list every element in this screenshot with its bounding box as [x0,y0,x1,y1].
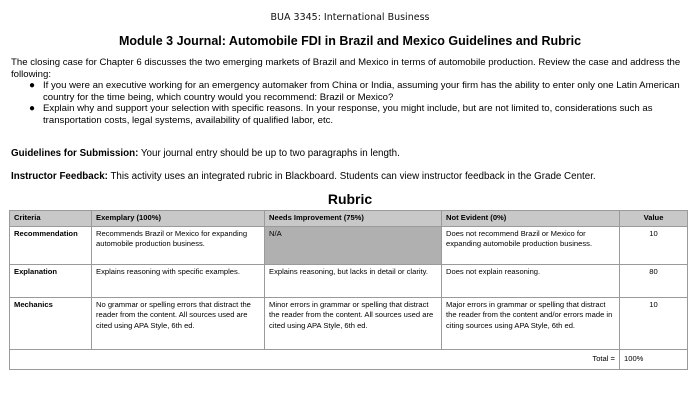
intro-bullet-item [29,103,689,126]
bullet-icon: ● [29,103,36,115]
needs-improvement-cell: Explains reasoning, but lacks in detail or clarity. [265,265,442,298]
not-evident-cell: Does not explain reasoning. [442,265,620,298]
criteria-cell: Mechanics [10,298,92,350]
rubric-title: Rubric [327,191,373,207]
not-evident-cell: Does not recommend Brazil or Mexico for expanding automobile production business. [442,227,620,265]
header-not-evident: Not Evident (0%) [442,211,620,227]
exemplary-cell: No grammar or spelling errors that distract the reader from the content. All sources used are cited using APA Style, 6th ed. [92,298,265,350]
total-value: 100% [620,350,688,370]
needs-improvement-cell: Minor errors in grammar or spelling that distract the reader from the content. All sources used are cited using APA Style, 6th ed. [265,298,442,350]
bullet-icon: ● [29,80,36,92]
header-needs-improvement: Needs Improvement (75%) [265,211,442,227]
feedback-label: Instructor Feedback: [11,171,108,182]
total-row [10,350,688,370]
criteria-cell: Explanation [10,265,92,298]
criteria-cell: Recommendation [10,227,92,265]
intro-bullet-list [11,80,689,126]
intro-bullet-text: If you were an executive working for an emergency automaker from China or India, assuming your firm has the ability to enter only one Latin American country for the time being, which country would you recommend: Brazil or Mexico? [43,80,680,103]
total-label: Total = [10,350,620,370]
feedback-paragraph [11,171,689,182]
rubric-table [9,210,688,370]
exemplary-cell: Explains reasoning with specific examples. [92,265,265,298]
table-row [10,227,688,265]
needs-improvement-cell: N/A [265,227,442,265]
page-title: Module 3 Journal: Automobile FDI in Brazil and Mexico Guidelines and Rubric [118,34,582,48]
value-cell: 10 [620,298,688,350]
course-header: BUA 3345: International Business [270,12,430,23]
intro-section [11,57,689,127]
guidelines-text: Your journal entry should be up to two paragraphs in length. [138,148,400,159]
not-evident-cell: Major errors in grammar or spelling that distract the reader from the content and/or errors made in citing sources using APA Style, 6th ed. [442,298,620,350]
feedback-text: This activity uses an integrated rubric in Blackboard. Students can view instructor feedback in the Grade Center. [107,171,596,182]
intro-lead: The closing case for Chapter 6 discusses the two emerging markets of Brazil and Mexico in terms of automobile production. Review the case and address the following: [11,57,681,80]
value-cell: 80 [620,265,688,298]
value-cell: 10 [620,227,688,265]
header-exemplary: Exemplary (100%) [92,211,265,227]
header-criteria: Criteria [10,211,92,227]
header-value: Value [620,211,688,227]
table-row [10,298,688,350]
rubric-header-row [10,211,688,227]
table-row [10,265,688,298]
guidelines-paragraph [11,148,689,159]
guidelines-label: Guidelines for Submission: [11,148,139,159]
intro-bullet-text: Explain why and support your selection with specific reasons. In your response, you might include, but are not limited to, considerations such as transportation costs, legal systems, availability of qualified labor, etc. [43,103,653,126]
intro-bullet-item [29,80,689,103]
exemplary-cell: Recommends Brazil or Mexico for expanding automobile production business. [92,227,265,265]
